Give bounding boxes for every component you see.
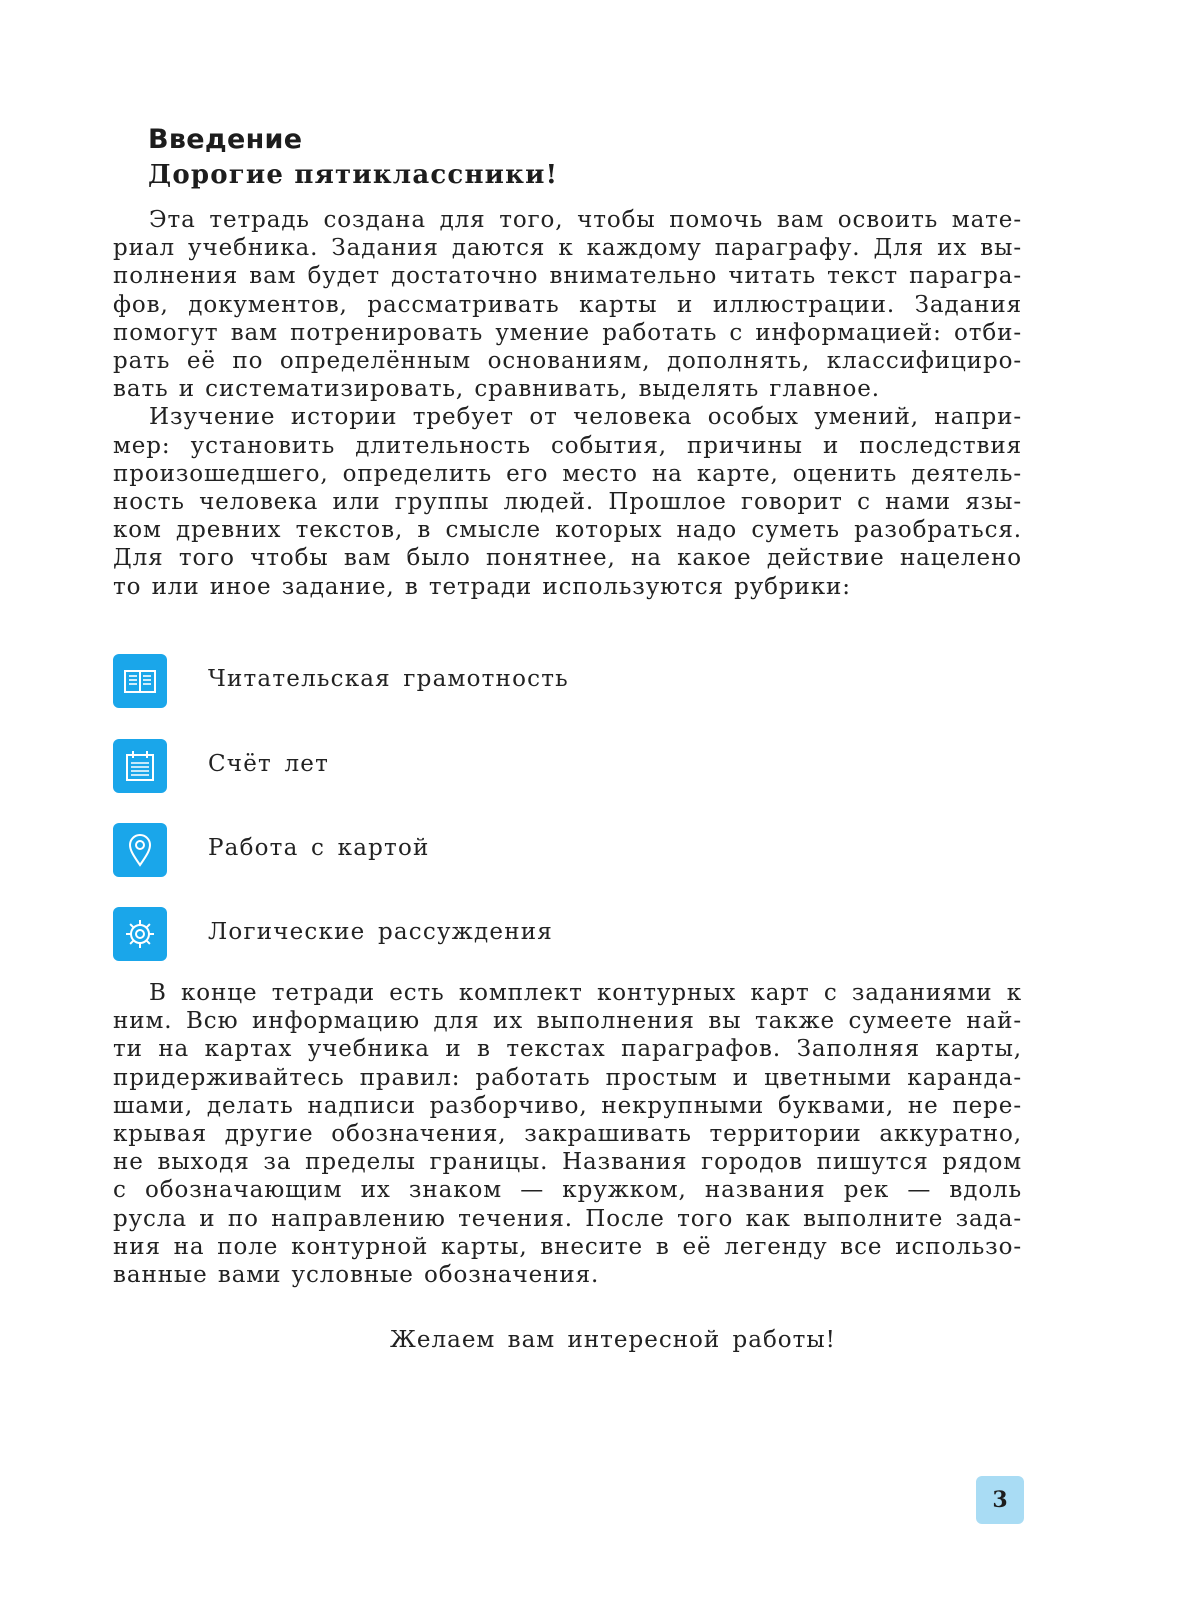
text-line: крывая другие обозначения, закрашивать территории аккуратно,: [113, 1121, 1022, 1148]
text-line: фов, документов, рассматривать карты и иллюстрации. Задания: [113, 291, 1022, 318]
intro-paragraphs: [113, 206, 1022, 601]
contour-maps-paragraph: [113, 979, 1022, 1289]
text-line: произошедшего, определить его место на карте, оценить деятель-: [113, 460, 1022, 487]
text-line: Для того чтобы вам было понятнее, на какое действие нацелено: [113, 545, 1022, 572]
text-line: шами, делать надписи разборчиво, некрупными буквами, не пере-: [113, 1092, 1022, 1119]
text-line: мер: установить длительность события, причины и последствия: [113, 432, 1022, 459]
text-line: ванные вами условные обозначения.: [113, 1262, 600, 1289]
text-line: рать её по определённым основаниям, дополнять, классифициро-: [113, 348, 1022, 375]
rubric-label: Счёт лет: [208, 751, 329, 777]
page-title: Введение: [148, 124, 303, 155]
text-line: ком древних текстов, в смысле которых надо суметь разобраться.: [113, 517, 1022, 544]
rubric-reading-literacy: [113, 654, 713, 708]
text-line: ним. Всю информацию для их выполнения вы также сумеете най-: [113, 1008, 1022, 1035]
rubric-year-count: [113, 739, 713, 793]
page-number-badge: 3: [976, 1476, 1024, 1524]
text-line: Изучение истории требует от человека особых умений, напри-: [149, 404, 1022, 431]
open-book-icon: [113, 654, 167, 708]
rubric-label: Работа с картой: [208, 835, 430, 861]
text-line: не выходя за пределы границы. Названия городов пишутся рядом: [113, 1149, 1022, 1176]
rubric-label: Читательская грамотность: [208, 666, 569, 692]
text-line: с обозначающим их знаком — кружком, названия рек — вдоль: [113, 1177, 1022, 1204]
text-line: помогут вам потренировать умение работать с информацией: отби-: [113, 319, 1022, 346]
text-line: ность человека или группы людей. Прошлое говорит с нами язы-: [113, 489, 1022, 516]
text-line: вать и систематизировать, сравнивать, выделять главное.: [113, 376, 880, 403]
text-line: Эта тетрадь создана для того, чтобы помочь вам освоить мате-: [149, 207, 1022, 233]
map-pin-icon: [113, 823, 167, 877]
text-line: полнения вам будет достаточно внимательно читать текст парагра-: [113, 263, 1022, 290]
text-line: ти на картах учебника и в текстах параграфов. Заполняя карты,: [113, 1036, 1022, 1063]
calendar-icon: [113, 739, 167, 793]
rubric-map-work: [113, 823, 713, 877]
page-subtitle: Дорогие пятиклассники!: [148, 160, 559, 190]
text-line: ния на поле контурной карты, внесите в её легенду все использо-: [113, 1233, 1022, 1260]
text-line: русла и по направлению течения. После того как выполните зада-: [113, 1205, 1022, 1232]
rubric-logical-reasoning: [113, 907, 713, 961]
gear-icon: [113, 907, 167, 961]
text-line: В конце тетради есть комплект контурных карт с заданиями к: [149, 980, 1022, 1006]
closing-wish: Желаем вам интересной работы!: [390, 1327, 836, 1353]
text-line: риал учебника. Задания даются к каждому параграфу. Для их вы-: [113, 235, 1022, 262]
rubric-label: Логические рассуждения: [208, 919, 553, 945]
text-line: то или иное задание, в тетради используются рубрики:: [113, 573, 851, 600]
text-line: придерживайтесь правил: работать простым и цветными каранда-: [113, 1064, 1022, 1091]
